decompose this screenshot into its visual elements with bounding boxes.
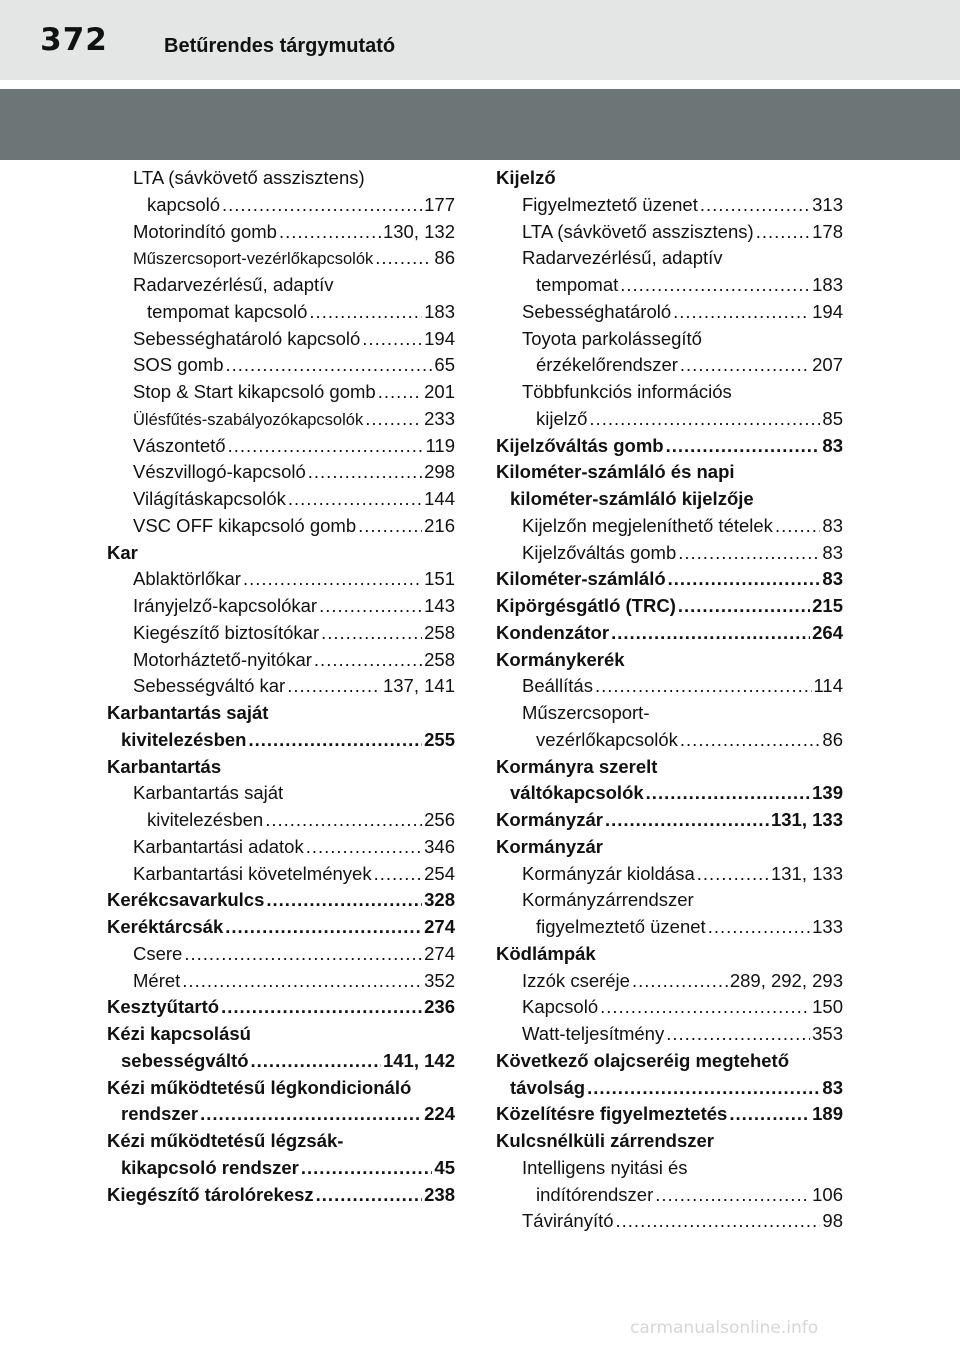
index-entry-page: 143: [424, 595, 455, 616]
index-entry: [107, 513, 455, 540]
index-entry-text: rendszer: [121, 1103, 199, 1125]
index-entry-text: Kézi működtetésű légzsák-: [107, 1130, 344, 1151]
index-entry-page: 224: [424, 1103, 455, 1125]
index-entry-page: 194: [424, 327, 455, 349]
index-entry-page: 216: [424, 514, 455, 536]
index-entry-page: 353: [812, 1023, 843, 1044]
index-entry: [496, 1021, 843, 1048]
index-entry: [496, 1182, 843, 1209]
index-entry-text: Kesztyűtartó: [107, 996, 220, 1018]
index-entry: [496, 1101, 843, 1128]
index-entry: [107, 433, 455, 460]
index-entry: [496, 673, 843, 700]
index-entry-page: 65: [434, 354, 455, 376]
index-entry-text: kivitelezésben: [121, 728, 247, 750]
index-entry: [107, 1101, 455, 1128]
leader-dots: [678, 593, 810, 620]
index-entry-page: 238: [424, 1183, 455, 1205]
index-entry: [496, 566, 843, 593]
leader-dots: [306, 834, 422, 861]
watermark-text: carmanualsonline.info: [630, 1318, 819, 1338]
index-entry-text: Watt-teljesítmény: [522, 1023, 665, 1044]
index-entry-page: 183: [812, 274, 843, 295]
index-entry-page: 328: [424, 889, 455, 911]
leader-dots: [279, 219, 381, 246]
index-entry-text: LTA (sávkövető asszisztens): [522, 220, 754, 242]
index-entry-page: 83: [822, 434, 843, 456]
leader-dots: [697, 861, 769, 888]
index-entry-text: Kar: [107, 541, 138, 563]
leader-dots: [655, 1182, 810, 1209]
index-entry-text: Karbantartás: [107, 755, 222, 777]
index-entry: [107, 647, 455, 674]
index-entry-text: Kondenzátor: [496, 621, 610, 643]
leader-dots: [673, 299, 810, 326]
index-entry-page: 119: [425, 434, 455, 456]
index-entry: [496, 379, 843, 406]
leader-dots: [666, 1021, 810, 1048]
leader-dots: [729, 1101, 810, 1128]
index-entry: [107, 459, 455, 486]
index-entry: [496, 1128, 843, 1155]
index-entry-page: 45: [434, 1156, 455, 1178]
index-entry: [496, 968, 843, 995]
index-entry-page: 150: [812, 996, 843, 1018]
index-entry: [107, 1182, 455, 1209]
index-entry: [496, 807, 843, 834]
index-entry-text: kilométer-számláló kijelzője: [510, 488, 754, 509]
index-entry: [496, 272, 843, 299]
leader-dots: [316, 1182, 422, 1209]
leader-dots: [708, 914, 810, 941]
index-entry-page: 236: [424, 996, 455, 1018]
leader-dots: [228, 433, 424, 460]
index-entry-text: VSC OFF kikapcsoló gomb: [133, 514, 357, 536]
leader-dots: [301, 1155, 433, 1182]
leader-dots: [309, 299, 422, 326]
index-entry-page: 189: [812, 1103, 843, 1125]
index-entry: [496, 914, 843, 941]
index-entry-text: Kormányzár kioldása: [522, 862, 695, 884]
index-entry: [107, 486, 455, 513]
index-entry: [496, 834, 843, 861]
index-entry-text: Kormányzár: [496, 809, 603, 830]
leader-dots: [605, 807, 769, 834]
index-entry-page: 274: [424, 942, 455, 964]
leader-dots: [358, 513, 422, 540]
index-entry-text: Kerékcsavarkulcs: [107, 889, 265, 911]
index-entry-text: Távirányító: [522, 1210, 614, 1232]
index-entry: [107, 245, 455, 272]
index-entry: [107, 673, 455, 700]
index-entry: [107, 1021, 455, 1048]
leader-dots: [243, 566, 422, 593]
index-entry: [107, 887, 455, 914]
leader-dots: [222, 192, 422, 219]
leader-dots: [589, 406, 820, 433]
index-entry: [496, 647, 843, 674]
index-entry-text: Radarvezérlésű, adaptív: [133, 274, 334, 295]
index-entry-text: Műszercsoport-: [522, 702, 650, 723]
index-entry-text: Közelítésre figyelmeztetés: [496, 1103, 728, 1125]
leader-dots: [756, 219, 810, 246]
index-entry: [496, 326, 843, 353]
index-entry: [107, 1155, 455, 1182]
index-entry: [107, 540, 455, 567]
index-entry-text: indítórendszer: [536, 1183, 654, 1205]
leader-dots: [620, 272, 810, 299]
leader-dots: [200, 1101, 422, 1128]
index-entry-text: érzékelőrendszer: [536, 354, 678, 376]
index-entry-page: 313: [812, 193, 843, 215]
index-entry-text: Ködlámpák: [496, 942, 596, 964]
index-entry-text: Kipörgésgátló (TRC): [496, 595, 676, 616]
index-entry-text: Kapcsoló: [522, 996, 599, 1018]
index-entry: [496, 433, 843, 460]
leader-dots: [362, 326, 422, 353]
leader-dots: [266, 887, 422, 914]
index-entry-text: Műszercsoport-vezérlőkapcsolók: [133, 250, 374, 269]
index-entry: [107, 700, 455, 727]
index-entry: [107, 834, 455, 861]
index-entry-page: 346: [424, 835, 455, 857]
leader-dots: [314, 647, 422, 674]
leader-dots: [611, 620, 810, 647]
index-entry: [496, 727, 843, 754]
index-entry-text: Sebességváltó kar: [133, 675, 286, 697]
index-entry: [496, 593, 843, 620]
index-entry: [496, 861, 843, 888]
leader-dots: [182, 968, 422, 995]
index-entry-text: Kijelzőn megjeleníthető tételek: [522, 514, 773, 536]
index-entry-text: Kormányzár: [496, 835, 603, 857]
index-entry: [496, 192, 843, 219]
index-entry-text: Kiegészítő tárolórekesz: [107, 1183, 314, 1205]
index-entry-page: 151: [424, 568, 455, 590]
index-entry-text: Kézi kapcsolású: [107, 1023, 251, 1044]
index-entry-page: 85: [822, 407, 843, 429]
index-entry-page: 233: [424, 407, 455, 429]
index-entry: [107, 780, 455, 807]
index-entry-page: 207: [812, 354, 843, 376]
index-entry-page: 144: [424, 488, 455, 509]
leader-dots: [668, 566, 821, 593]
index-entry-text: Vészvillogó-kapcsoló: [133, 461, 306, 483]
index-entry: [496, 406, 843, 433]
index-entry-text: távolság: [510, 1076, 586, 1098]
index-entry: [496, 780, 843, 807]
index-entry-text: váltókapcsolók: [510, 782, 644, 804]
index-entry: [496, 1075, 843, 1102]
index-entry-page: 194: [812, 300, 843, 322]
index-entry: [107, 326, 455, 353]
index-entry-text: Csere: [133, 942, 183, 964]
index-entry-page: 256: [424, 809, 455, 830]
index-entry-text: Keréktárcsák: [107, 916, 224, 937]
index-entry-page: 298: [424, 461, 455, 483]
index-entry-page: 98: [822, 1210, 843, 1232]
index-column-right: [496, 165, 843, 1235]
index-entry-text: Kormányzárrendszer: [522, 889, 694, 911]
index-entry-text: Radarvezérlésű, adaptív: [522, 247, 723, 269]
index-column-left: [107, 165, 455, 1208]
leader-dots: [595, 673, 812, 700]
index-entry-text: Kormánykerék: [496, 648, 625, 670]
index-entry: [107, 968, 455, 995]
index-entry: [496, 887, 843, 914]
index-entry-text: SOS gomb: [133, 354, 224, 376]
index-entry: [107, 352, 455, 379]
index-entry-page: 86: [822, 728, 843, 750]
index-entry-text: kapcsoló: [147, 193, 221, 215]
index-entry: [496, 941, 843, 968]
index-entry-page: 86: [434, 247, 455, 269]
leader-dots: [226, 352, 433, 379]
index-entry: [107, 219, 455, 246]
leader-dots: [265, 807, 422, 834]
index-entry-page: 131, 133: [770, 862, 843, 884]
index-entry: [107, 807, 455, 834]
index-entry-text: Toyota parkolássegítő: [522, 327, 702, 349]
index-entry: [107, 299, 455, 326]
index-entry-text: Kiegészítő biztosítókar: [133, 621, 320, 643]
index-entry-page: 83: [822, 541, 843, 563]
leader-dots: [775, 513, 820, 540]
leader-dots: [365, 406, 422, 433]
index-entry-page: 133: [812, 916, 843, 937]
index-entry-page: 177: [424, 193, 455, 215]
leader-dots: [374, 861, 423, 888]
index-entry-text: Kijelző: [496, 167, 556, 188]
index-entry: [496, 245, 843, 272]
index-entry: [496, 165, 843, 192]
header-bar: [0, 89, 960, 160]
leader-dots: [221, 994, 422, 1021]
index-entry-text: kijelző: [536, 407, 588, 429]
index-entry: [107, 727, 455, 754]
index-entry-page: 83: [822, 514, 843, 536]
leader-dots: [288, 486, 422, 513]
index-entry: [107, 754, 455, 781]
index-entry: [107, 165, 455, 192]
index-entry: [496, 1208, 843, 1235]
index-entry-text: kivitelezésben: [147, 809, 264, 830]
index-entry: [496, 700, 843, 727]
leader-dots: [600, 994, 810, 1021]
index-entry: [107, 1048, 455, 1075]
leader-dots: [680, 352, 810, 379]
index-entry-page: 106: [812, 1183, 843, 1205]
leader-dots: [632, 968, 728, 995]
index-entry-text: sebességváltó: [121, 1049, 249, 1071]
index-entry-page: 130, 132: [382, 220, 455, 242]
index-entry: [107, 406, 455, 433]
index-entry-text: vezérlőkapcsolók: [536, 728, 678, 750]
index-entry-text: Kijelzőváltás gomb: [522, 541, 677, 563]
index-entry-text: Izzók cseréje: [522, 969, 630, 991]
leader-dots: [248, 727, 422, 754]
index-entry-page: 141, 142: [382, 1049, 455, 1071]
index-entry-text: Sebességhatároló kapcsoló: [133, 327, 361, 349]
index-entry-text: Kézi működtetésű légkondicionáló: [107, 1076, 412, 1098]
index-entry-page: 258: [424, 621, 455, 643]
index-entry-text: Kilométer-számláló és napi: [496, 461, 735, 483]
index-entry-text: Ülésfűtés-szabályozókapcsolók: [133, 410, 364, 429]
index-entry-text: Vászontető: [133, 434, 226, 456]
index-entry-text: Figyelmeztető üzenet: [522, 193, 698, 215]
index-entry: [107, 1128, 455, 1155]
index-entry-page: 83: [822, 568, 843, 590]
index-entry-page: 255: [424, 728, 455, 750]
index-entry-page: 178: [812, 220, 843, 242]
leader-dots: [321, 620, 422, 647]
section-title: Betűrendes tárgymutató: [164, 35, 396, 57]
index-entry-text: Méret: [133, 969, 181, 991]
index-entry-text: Többfunkciós információs: [522, 381, 732, 402]
index-entry: [496, 299, 843, 326]
index-entry-page: 183: [424, 300, 455, 322]
index-entry-page: 137, 141: [382, 675, 455, 697]
leader-dots: [375, 245, 432, 272]
index-entry-page: 114: [813, 675, 843, 697]
leader-dots: [587, 1075, 820, 1102]
leader-dots: [184, 941, 422, 968]
index-entry: [496, 352, 843, 379]
index-entry-page: 258: [424, 648, 455, 670]
leader-dots: [251, 1048, 381, 1075]
index-entry-text: Motorháztető-nyitókar: [133, 648, 312, 670]
index-entry-text: Kormányra szerelt: [496, 755, 658, 777]
leader-dots: [225, 914, 422, 941]
index-entry-page: 131, 133: [770, 809, 843, 830]
index-entry-page: 139: [812, 782, 843, 804]
leader-dots: [287, 673, 381, 700]
leader-dots: [616, 1208, 821, 1235]
index-entry-page: 201: [424, 381, 455, 402]
index-entry-page: 274: [424, 916, 455, 937]
index-entry-page: 289, 292, 293: [729, 969, 843, 991]
index-entry-text: LTA (sávkövető asszisztens): [133, 167, 365, 188]
index-entry: [107, 861, 455, 888]
leader-dots: [646, 780, 810, 807]
index-entry: [496, 459, 843, 486]
index-entry: [496, 1048, 843, 1075]
index-entry-text: kikapcsoló rendszer: [121, 1156, 299, 1178]
index-entry-text: Karbantartási adatok: [133, 835, 304, 857]
index-entry: [107, 272, 455, 299]
index-entry: [496, 994, 843, 1021]
index-entry-page: 254: [424, 862, 455, 884]
index-entry-text: Következő olajcseréig megtehető: [496, 1049, 790, 1071]
leader-dots: [378, 379, 422, 406]
index-entry-text: tempomat: [536, 274, 619, 295]
index-entry-text: Intelligens nyitási és: [522, 1156, 688, 1178]
index-entry: [107, 994, 455, 1021]
index-entry: [496, 486, 843, 513]
index-entry: [107, 1075, 455, 1102]
index-entry-page: 215: [812, 595, 843, 616]
index-entry: [496, 540, 843, 567]
index-entry-page: 83: [822, 1076, 843, 1098]
index-entry-text: figyelmeztető üzenet: [536, 916, 706, 937]
index-entry: [107, 566, 455, 593]
index-entry-text: tempomat kapcsoló: [147, 300, 308, 322]
index-entry-text: Beállítás: [522, 675, 593, 697]
leader-dots: [319, 593, 422, 620]
index-entry-text: Karbantartás saját: [107, 702, 269, 723]
index-entry-text: Sebességhatároló: [522, 300, 672, 322]
leader-dots: [680, 727, 821, 754]
leader-dots: [666, 433, 821, 460]
index-entry-text: Világításkapcsolók: [133, 488, 286, 509]
leader-dots: [700, 192, 810, 219]
index-entry-text: Ablaktörlőkar: [133, 568, 241, 590]
index-entry: [107, 941, 455, 968]
index-entry: [107, 379, 455, 406]
index-entry-page: 352: [424, 969, 455, 991]
index-entry: [496, 1155, 843, 1182]
index-entry-text: Kilométer-számláló: [496, 568, 666, 590]
index-entry-text: Karbantartási követelmények: [133, 862, 372, 884]
index-entry-text: Irányjelző-kapcsolókar: [133, 595, 318, 616]
index-entry: [107, 620, 455, 647]
leader-dots: [678, 540, 820, 567]
index-entry: [496, 513, 843, 540]
index-entry-text: Stop & Start kikapcsoló gomb: [133, 381, 376, 402]
index-entry: [107, 192, 455, 219]
index-entry: [496, 754, 843, 781]
index-entry: [496, 620, 843, 647]
page-number: 372: [40, 22, 108, 58]
index-entry: [496, 219, 843, 246]
index-entry-text: Kulcsnélküli zárrendszer: [496, 1130, 714, 1151]
index-entry-text: Kijelzőváltás gomb: [496, 434, 664, 456]
index-entry-text: Motorindító gomb: [133, 220, 277, 242]
index-entry-page: 264: [812, 621, 843, 643]
index-entry: [107, 914, 455, 941]
index-entry: [107, 593, 455, 620]
index-entry-text: Karbantartás saját: [133, 782, 284, 804]
leader-dots: [308, 459, 422, 486]
